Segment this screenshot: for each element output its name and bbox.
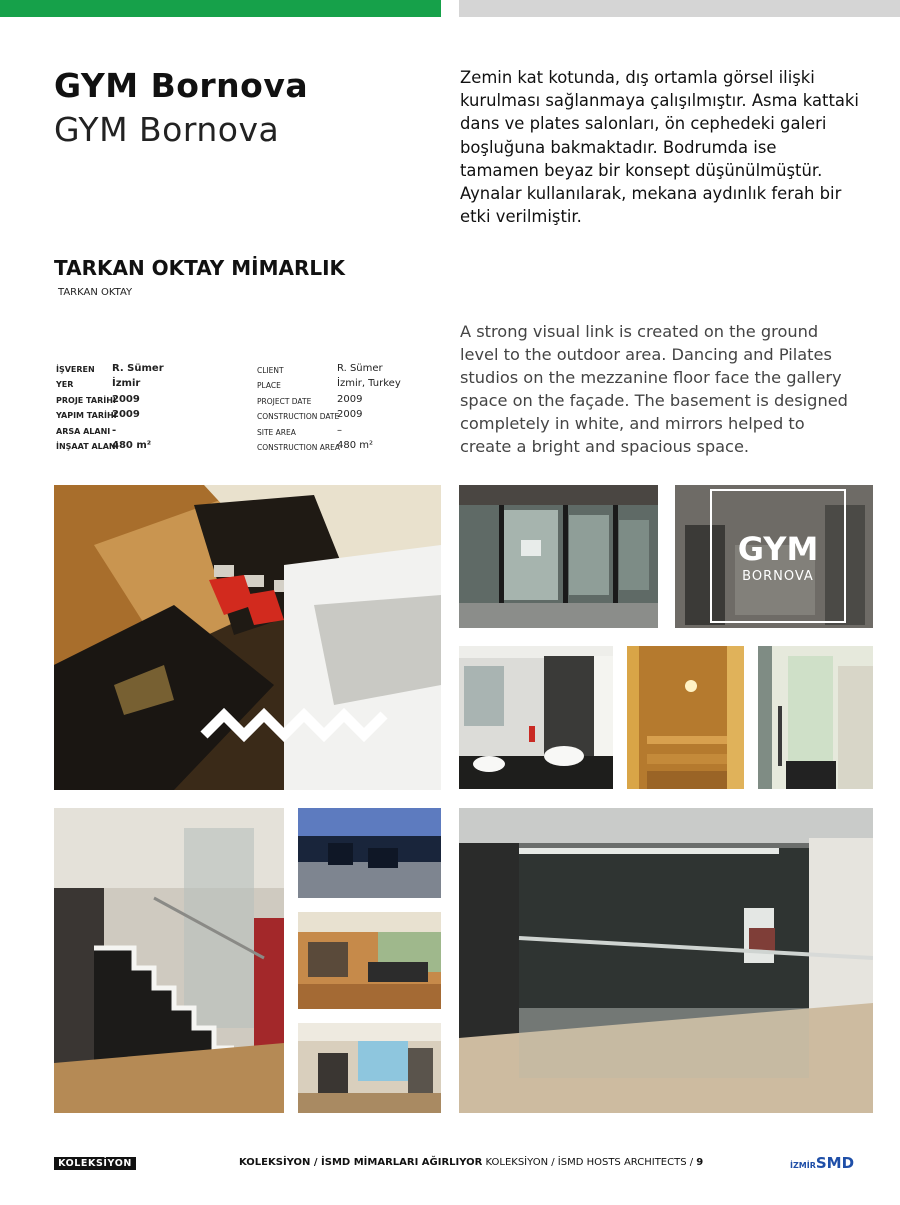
project-info-en xyxy=(257,362,427,454)
description-en: A strong visual link is created on the ground level to the outdoor area. Dancing and Pilates studios on the mezzanine floor face the gallery space on the façade. The basement is designed completely in white, and mirrors helped to create a bright and spacious space. xyxy=(460,322,848,456)
photo-gym-equipment xyxy=(298,1023,441,1113)
photo-gym-treadmills xyxy=(298,912,441,1009)
info-value: - xyxy=(112,424,117,436)
project-info-tr xyxy=(56,362,236,454)
info-row xyxy=(257,424,427,439)
footer-brand-logo xyxy=(790,1154,854,1172)
info-value: – xyxy=(337,424,342,436)
info-row xyxy=(257,362,427,377)
info-label: CONSTRUCTION DATE xyxy=(257,412,340,422)
info-value: R. Sümer xyxy=(112,363,164,374)
info-value: 480 m² xyxy=(337,439,374,451)
gym-sign-line1: GYM xyxy=(737,530,819,568)
info-label: CLIENT xyxy=(257,366,284,375)
info-label: PROJE TARİHİ xyxy=(56,395,116,405)
info-value: 2009 xyxy=(112,409,140,421)
footer-credit-en: KOLEKSİYON / İSMD HOSTS ARCHITECTS / xyxy=(482,1157,697,1168)
photo-staircase xyxy=(54,808,284,1113)
info-row xyxy=(257,439,427,454)
info-row xyxy=(257,393,427,408)
footer-logo: KOLEKSİYON xyxy=(54,1157,136,1170)
info-value: 2009 xyxy=(112,393,140,405)
info-row xyxy=(257,408,427,423)
project-title-tr: GYM Bornova xyxy=(54,66,309,105)
page-number: 9 xyxy=(696,1157,704,1168)
info-label: YAPIM TARİHİ xyxy=(56,411,117,421)
info-label: YER xyxy=(56,380,74,390)
description-tr: Zemin kat kotunda, dış ortamla görsel ilişki kurulması sağlanmaya çalışılmıştır. Asma kattaki dans ve plates salonları, ön cephedeki galeri boşluğuna bakmaktadır. Bodrumda ise tamamen beyaz bir konsept düşünülmüştür. Aynalar kullanılarak, mekana aydınlık ferah bir etki verilmiştir. xyxy=(460,68,859,227)
info-row xyxy=(56,393,236,408)
photo-gym-sign xyxy=(675,485,873,628)
info-label: SITE AREA xyxy=(257,427,296,437)
info-label: ARSA ALANI xyxy=(56,426,111,436)
photo-shower xyxy=(758,646,873,789)
info-value: 2009 xyxy=(337,409,363,421)
top-bar-green xyxy=(0,0,441,17)
info-row xyxy=(257,377,427,392)
info-label: İŞVEREN xyxy=(56,365,95,374)
photo-stairwell-above xyxy=(54,485,441,790)
info-value: 2009 xyxy=(337,393,363,405)
footer-credit-tr: KOLEKSİYON / İSMD MİMARLARI AĞIRLIYOR xyxy=(239,1157,483,1168)
photo-sauna xyxy=(627,646,744,789)
info-label: PROJECT DATE xyxy=(257,396,312,406)
top-bar-grey xyxy=(459,0,900,17)
photo-glass-gallery xyxy=(459,808,873,1113)
gym-sign-line2: BORNOVA xyxy=(742,569,814,584)
photo-gym-blue xyxy=(298,808,441,898)
info-value: İzmir, Turkey xyxy=(337,378,401,390)
info-label: CONSTRUCTION AREA xyxy=(257,442,340,452)
footer-credit xyxy=(239,1157,703,1168)
info-value: 480 m² xyxy=(112,439,152,451)
info-value: R. Sümer xyxy=(337,363,383,374)
info-label: İNŞAAT ALANI xyxy=(56,441,119,451)
footer-brand-city: İZMİR xyxy=(790,1161,816,1170)
info-row xyxy=(56,439,236,454)
photo-washroom xyxy=(459,646,613,789)
project-title-en: GYM Bornova xyxy=(54,110,280,149)
firm-name: TARKAN OKTAY MİMARLIK xyxy=(54,256,346,280)
info-row xyxy=(56,377,236,392)
footer-brand-name: SMD xyxy=(815,1154,855,1172)
info-label: PLACE xyxy=(257,381,281,391)
info-row xyxy=(56,424,236,439)
info-row xyxy=(56,408,236,423)
info-value: İzmir xyxy=(112,378,141,390)
photo-facade xyxy=(459,485,658,628)
info-row xyxy=(56,362,236,377)
architect-name: TARKAN OKTAY xyxy=(58,287,133,298)
